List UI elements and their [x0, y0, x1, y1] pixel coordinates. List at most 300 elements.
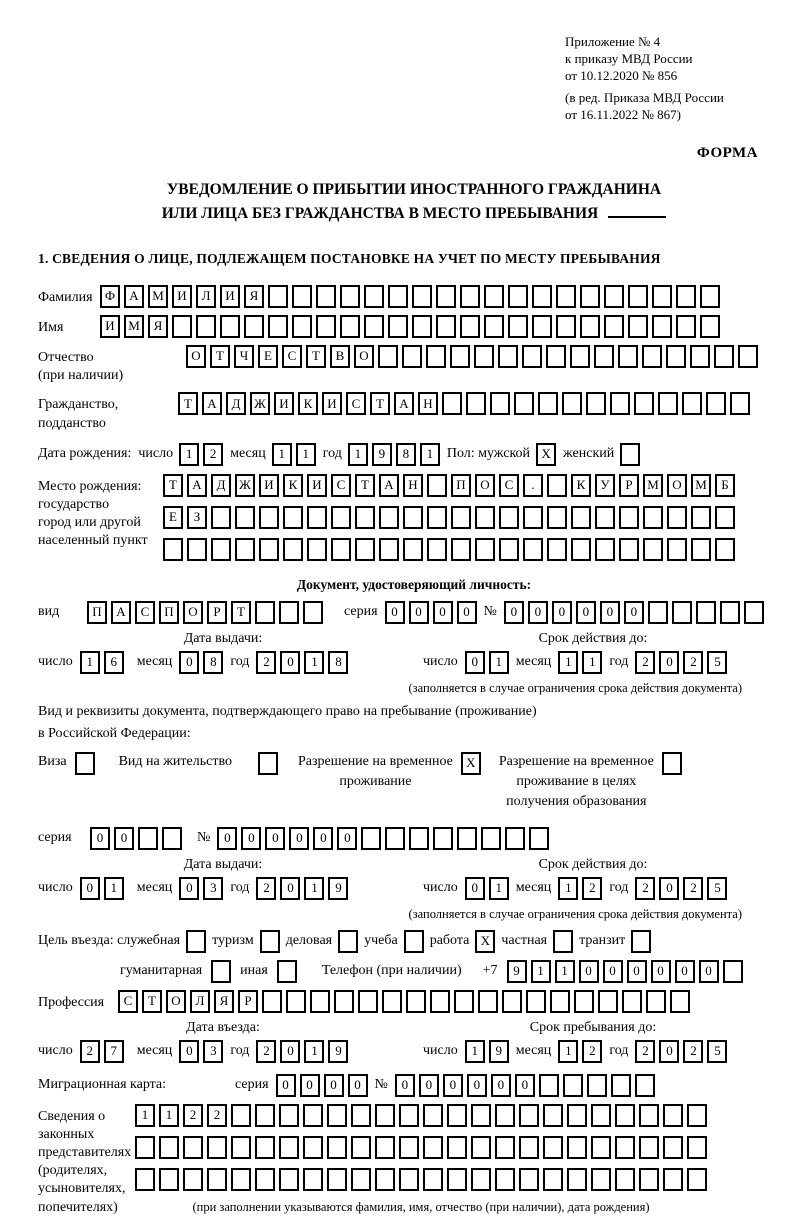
char-box[interactable]: Б: [715, 474, 735, 497]
char-box[interactable]: [303, 1104, 323, 1127]
char-box[interactable]: 0: [624, 601, 644, 624]
char-box[interactable]: [211, 538, 231, 561]
char-box[interactable]: [259, 506, 279, 529]
char-box[interactable]: [244, 315, 264, 338]
char-box[interactable]: [351, 1168, 371, 1191]
char-box[interactable]: [532, 315, 552, 338]
char-box[interactable]: 1: [558, 877, 578, 900]
char-box[interactable]: [450, 345, 470, 368]
char-box[interactable]: [433, 827, 453, 850]
char-box[interactable]: 0: [289, 827, 309, 850]
char-box[interactable]: [622, 990, 642, 1013]
char-box[interactable]: 0: [603, 960, 623, 983]
char-box[interactable]: Л: [196, 285, 216, 308]
char-box[interactable]: 1: [489, 877, 509, 900]
char-box[interactable]: [546, 345, 566, 368]
char-box[interactable]: [286, 990, 306, 1013]
char-box[interactable]: [427, 538, 447, 561]
char-box[interactable]: 0: [280, 877, 300, 900]
char-box[interactable]: 1: [135, 1104, 155, 1127]
char-box[interactable]: [666, 345, 686, 368]
char-box[interactable]: 0: [280, 651, 300, 674]
char-box[interactable]: [663, 1104, 683, 1127]
char-box[interactable]: 2: [256, 651, 276, 674]
char-box[interactable]: [580, 285, 600, 308]
char-box[interactable]: [499, 506, 519, 529]
char-box[interactable]: [451, 538, 471, 561]
char-box[interactable]: Т: [142, 990, 162, 1013]
char-box[interactable]: 0: [457, 601, 477, 624]
char-box[interactable]: [447, 1136, 467, 1159]
char-box[interactable]: 2: [683, 651, 703, 674]
char-box[interactable]: 5: [707, 1040, 727, 1063]
char-box[interactable]: П: [451, 474, 471, 497]
char-box[interactable]: [639, 1136, 659, 1159]
char-box[interactable]: [138, 827, 158, 850]
char-box[interactable]: 1: [558, 1040, 578, 1063]
char-box[interactable]: [423, 1168, 443, 1191]
char-box[interactable]: [277, 960, 297, 983]
char-box[interactable]: [635, 1074, 655, 1097]
char-box[interactable]: [744, 601, 764, 624]
char-box[interactable]: 0: [528, 601, 548, 624]
char-box[interactable]: [436, 285, 456, 308]
char-box[interactable]: [604, 315, 624, 338]
char-box[interactable]: 6: [104, 651, 124, 674]
char-box[interactable]: 1: [465, 1040, 485, 1063]
char-box[interactable]: 9: [328, 1040, 348, 1063]
char-box[interactable]: 0: [276, 1074, 296, 1097]
char-box[interactable]: 0: [395, 1074, 415, 1097]
char-box[interactable]: [639, 1168, 659, 1191]
char-box[interactable]: Т: [306, 345, 326, 368]
char-box[interactable]: [451, 506, 471, 529]
char-box[interactable]: 1: [80, 651, 100, 674]
char-box[interactable]: 9: [328, 877, 348, 900]
char-box[interactable]: [643, 538, 663, 561]
char-box[interactable]: [687, 1104, 707, 1127]
char-box[interactable]: 0: [217, 827, 237, 850]
char-box[interactable]: М: [691, 474, 711, 497]
char-box[interactable]: [574, 990, 594, 1013]
char-box[interactable]: 0: [675, 960, 695, 983]
char-box[interactable]: 0: [465, 651, 485, 674]
char-box[interactable]: [327, 1104, 347, 1127]
char-box[interactable]: [447, 1104, 467, 1127]
char-box[interactable]: [604, 285, 624, 308]
char-box[interactable]: [378, 345, 398, 368]
char-box[interactable]: М: [124, 315, 144, 338]
char-box[interactable]: [159, 1136, 179, 1159]
char-box[interactable]: [594, 345, 614, 368]
char-box[interactable]: 0: [179, 651, 199, 674]
char-box[interactable]: [406, 990, 426, 1013]
char-box[interactable]: [720, 601, 740, 624]
char-box[interactable]: [610, 392, 630, 415]
char-box[interactable]: [447, 1168, 467, 1191]
char-box[interactable]: [331, 538, 351, 561]
char-box[interactable]: И: [100, 315, 120, 338]
char-box[interactable]: [375, 1104, 395, 1127]
char-box[interactable]: 0: [241, 827, 261, 850]
char-box[interactable]: 0: [114, 827, 134, 850]
char-box[interactable]: [619, 538, 639, 561]
char-box[interactable]: [634, 392, 654, 415]
char-box[interactable]: Т: [370, 392, 390, 415]
char-box[interactable]: [490, 392, 510, 415]
char-box[interactable]: [495, 1136, 515, 1159]
char-box[interactable]: [615, 1104, 635, 1127]
char-box[interactable]: [691, 506, 711, 529]
char-box[interactable]: 2: [256, 877, 276, 900]
char-box[interactable]: [316, 285, 336, 308]
char-box[interactable]: [255, 601, 275, 624]
char-box[interactable]: З: [187, 506, 207, 529]
char-box[interactable]: Я: [214, 990, 234, 1013]
char-box[interactable]: 1: [348, 443, 368, 466]
char-box[interactable]: [646, 990, 666, 1013]
char-box[interactable]: 1: [179, 443, 199, 466]
char-box[interactable]: [231, 1136, 251, 1159]
char-box[interactable]: [259, 538, 279, 561]
char-box[interactable]: С: [499, 474, 519, 497]
char-box[interactable]: 0: [313, 827, 333, 850]
char-box[interactable]: 2: [582, 877, 602, 900]
char-box[interactable]: [547, 538, 567, 561]
char-box[interactable]: И: [307, 474, 327, 497]
char-box[interactable]: [696, 601, 716, 624]
char-box[interactable]: [523, 506, 543, 529]
char-box[interactable]: [567, 1168, 587, 1191]
char-box[interactable]: [187, 538, 207, 561]
char-box[interactable]: [231, 1168, 251, 1191]
char-box[interactable]: Д: [226, 392, 246, 415]
char-box[interactable]: [498, 345, 518, 368]
char-box[interactable]: М: [148, 285, 168, 308]
char-box[interactable]: А: [111, 601, 131, 624]
char-box[interactable]: [598, 990, 618, 1013]
char-box[interactable]: [523, 538, 543, 561]
char-box[interactable]: [667, 538, 687, 561]
char-box[interactable]: Т: [231, 601, 251, 624]
char-box[interactable]: [628, 315, 648, 338]
char-box[interactable]: [670, 990, 690, 1013]
char-box[interactable]: [700, 285, 720, 308]
char-box[interactable]: [388, 285, 408, 308]
char-box[interactable]: [262, 990, 282, 1013]
char-box[interactable]: [495, 1104, 515, 1127]
char-box[interactable]: 0: [90, 827, 110, 850]
char-box[interactable]: [427, 506, 447, 529]
char-box[interactable]: О: [667, 474, 687, 497]
char-box[interactable]: [460, 285, 480, 308]
char-box[interactable]: [279, 601, 299, 624]
char-box[interactable]: X: [475, 930, 495, 953]
char-box[interactable]: [643, 506, 663, 529]
char-box[interactable]: [375, 1168, 395, 1191]
char-box[interactable]: [403, 538, 423, 561]
char-box[interactable]: 0: [179, 877, 199, 900]
char-box[interactable]: [159, 1168, 179, 1191]
char-box[interactable]: 1: [555, 960, 575, 983]
char-box[interactable]: 2: [582, 1040, 602, 1063]
char-box[interactable]: [303, 1136, 323, 1159]
char-box[interactable]: [723, 960, 743, 983]
char-box[interactable]: 1: [558, 651, 578, 674]
char-box[interactable]: [460, 315, 480, 338]
char-box[interactable]: Д: [211, 474, 231, 497]
char-box[interactable]: 0: [433, 601, 453, 624]
char-box[interactable]: 0: [385, 601, 405, 624]
char-box[interactable]: [211, 960, 231, 983]
char-box[interactable]: [292, 285, 312, 308]
char-box[interactable]: С: [331, 474, 351, 497]
char-box[interactable]: [687, 1136, 707, 1159]
char-box[interactable]: [519, 1104, 539, 1127]
char-box[interactable]: [235, 506, 255, 529]
char-box[interactable]: [658, 392, 678, 415]
char-box[interactable]: К: [283, 474, 303, 497]
char-box[interactable]: [399, 1104, 419, 1127]
char-box[interactable]: 0: [467, 1074, 487, 1097]
char-box[interactable]: [163, 538, 183, 561]
char-box[interactable]: [714, 345, 734, 368]
char-box[interactable]: [543, 1104, 563, 1127]
char-box[interactable]: [183, 1168, 203, 1191]
char-box[interactable]: Я: [148, 315, 168, 338]
char-box[interactable]: О: [475, 474, 495, 497]
char-box[interactable]: 1: [531, 960, 551, 983]
char-box[interactable]: [663, 1168, 683, 1191]
char-box[interactable]: [547, 506, 567, 529]
char-box[interactable]: [639, 1104, 659, 1127]
char-box[interactable]: [484, 285, 504, 308]
char-box[interactable]: [532, 285, 552, 308]
char-box[interactable]: 0: [659, 1040, 679, 1063]
char-box[interactable]: 0: [576, 601, 596, 624]
char-box[interactable]: 8: [328, 651, 348, 674]
char-box[interactable]: М: [643, 474, 663, 497]
char-box[interactable]: 2: [80, 1040, 100, 1063]
char-box[interactable]: [316, 315, 336, 338]
char-box[interactable]: И: [274, 392, 294, 415]
char-box[interactable]: [211, 506, 231, 529]
char-box[interactable]: 1: [296, 443, 316, 466]
char-box[interactable]: X: [536, 443, 556, 466]
char-box[interactable]: [522, 345, 542, 368]
char-box[interactable]: А: [187, 474, 207, 497]
char-box[interactable]: 0: [627, 960, 647, 983]
char-box[interactable]: 9: [507, 960, 527, 983]
char-box[interactable]: И: [322, 392, 342, 415]
char-box[interactable]: 0: [515, 1074, 535, 1097]
char-box[interactable]: 0: [409, 601, 429, 624]
char-box[interactable]: 2: [635, 651, 655, 674]
char-box[interactable]: [135, 1168, 155, 1191]
char-box[interactable]: 0: [280, 1040, 300, 1063]
char-box[interactable]: [556, 285, 576, 308]
char-box[interactable]: 0: [348, 1074, 368, 1097]
char-box[interactable]: [615, 1136, 635, 1159]
char-box[interactable]: X: [461, 752, 481, 775]
char-box[interactable]: Ж: [250, 392, 270, 415]
char-box[interactable]: [529, 827, 549, 850]
char-box[interactable]: [235, 538, 255, 561]
char-box[interactable]: [466, 392, 486, 415]
char-box[interactable]: Р: [207, 601, 227, 624]
char-box[interactable]: Т: [178, 392, 198, 415]
char-box[interactable]: [375, 1136, 395, 1159]
char-box[interactable]: 0: [465, 877, 485, 900]
char-box[interactable]: [667, 506, 687, 529]
char-box[interactable]: [358, 990, 378, 1013]
char-box[interactable]: 0: [579, 960, 599, 983]
char-box[interactable]: [404, 930, 424, 953]
char-box[interactable]: 0: [659, 651, 679, 674]
char-box[interactable]: [652, 285, 672, 308]
char-box[interactable]: [471, 1168, 491, 1191]
char-box[interactable]: Т: [210, 345, 230, 368]
char-box[interactable]: [690, 345, 710, 368]
char-box[interactable]: А: [394, 392, 414, 415]
char-box[interactable]: [508, 315, 528, 338]
char-box[interactable]: [471, 1136, 491, 1159]
char-box[interactable]: [543, 1168, 563, 1191]
char-box[interactable]: [642, 345, 662, 368]
char-box[interactable]: 0: [443, 1074, 463, 1097]
char-box[interactable]: [715, 538, 735, 561]
char-box[interactable]: [207, 1168, 227, 1191]
char-box[interactable]: 1: [272, 443, 292, 466]
char-box[interactable]: [423, 1104, 443, 1127]
char-box[interactable]: [351, 1104, 371, 1127]
char-box[interactable]: О: [183, 601, 203, 624]
char-box[interactable]: [738, 345, 758, 368]
char-box[interactable]: 0: [651, 960, 671, 983]
char-box[interactable]: [255, 1168, 275, 1191]
char-box[interactable]: [478, 990, 498, 1013]
char-box[interactable]: 1: [104, 877, 124, 900]
char-box[interactable]: 2: [256, 1040, 276, 1063]
char-box[interactable]: [620, 443, 640, 466]
char-box[interactable]: 5: [707, 877, 727, 900]
char-box[interactable]: 0: [265, 827, 285, 850]
char-box[interactable]: [436, 315, 456, 338]
char-box[interactable]: С: [282, 345, 302, 368]
char-box[interactable]: [364, 315, 384, 338]
char-box[interactable]: О: [166, 990, 186, 1013]
char-box[interactable]: [382, 990, 402, 1013]
char-box[interactable]: [475, 538, 495, 561]
char-box[interactable]: [379, 506, 399, 529]
char-box[interactable]: [303, 1168, 323, 1191]
char-box[interactable]: [567, 1136, 587, 1159]
char-box[interactable]: [361, 827, 381, 850]
char-box[interactable]: 2: [183, 1104, 203, 1127]
char-box[interactable]: В: [330, 345, 350, 368]
char-box[interactable]: [618, 345, 638, 368]
char-box[interactable]: [502, 990, 522, 1013]
char-box[interactable]: 2: [635, 1040, 655, 1063]
char-box[interactable]: [364, 285, 384, 308]
char-box[interactable]: У: [595, 474, 615, 497]
char-box[interactable]: Я: [244, 285, 264, 308]
char-box[interactable]: [162, 827, 182, 850]
char-box[interactable]: Р: [238, 990, 258, 1013]
char-box[interactable]: П: [159, 601, 179, 624]
char-box[interactable]: [283, 506, 303, 529]
char-box[interactable]: [570, 345, 590, 368]
char-box[interactable]: [310, 990, 330, 1013]
char-box[interactable]: 3: [203, 1040, 223, 1063]
char-box[interactable]: [652, 315, 672, 338]
char-box[interactable]: [412, 315, 432, 338]
char-box[interactable]: [412, 285, 432, 308]
char-box[interactable]: 0: [659, 877, 679, 900]
char-box[interactable]: [562, 392, 582, 415]
char-box[interactable]: [303, 601, 323, 624]
char-box[interactable]: [260, 930, 280, 953]
char-box[interactable]: [550, 990, 570, 1013]
char-box[interactable]: 0: [179, 1040, 199, 1063]
char-box[interactable]: Ч: [234, 345, 254, 368]
char-box[interactable]: [663, 1136, 683, 1159]
char-box[interactable]: Т: [163, 474, 183, 497]
char-box[interactable]: [700, 315, 720, 338]
char-box[interactable]: [258, 752, 278, 775]
char-box[interactable]: 8: [203, 651, 223, 674]
char-box[interactable]: [379, 538, 399, 561]
char-box[interactable]: [514, 392, 534, 415]
char-box[interactable]: [426, 345, 446, 368]
char-box[interactable]: 1: [582, 651, 602, 674]
char-box[interactable]: [220, 315, 240, 338]
char-box[interactable]: О: [186, 345, 206, 368]
char-box[interactable]: [543, 1136, 563, 1159]
char-box[interactable]: [402, 345, 422, 368]
char-box[interactable]: [553, 930, 573, 953]
char-box[interactable]: [334, 990, 354, 1013]
char-box[interactable]: И: [259, 474, 279, 497]
char-box[interactable]: 9: [489, 1040, 509, 1063]
char-box[interactable]: [706, 392, 726, 415]
char-box[interactable]: [340, 315, 360, 338]
char-box[interactable]: [327, 1136, 347, 1159]
char-box[interactable]: [586, 392, 606, 415]
char-box[interactable]: [430, 990, 450, 1013]
char-box[interactable]: 0: [337, 827, 357, 850]
char-box[interactable]: [292, 315, 312, 338]
char-box[interactable]: [399, 1168, 419, 1191]
char-box[interactable]: [474, 345, 494, 368]
char-box[interactable]: Т: [355, 474, 375, 497]
char-box[interactable]: Р: [619, 474, 639, 497]
char-box[interactable]: Ж: [235, 474, 255, 497]
char-box[interactable]: [526, 990, 546, 1013]
char-box[interactable]: [351, 1136, 371, 1159]
char-box[interactable]: [307, 506, 327, 529]
char-box[interactable]: [207, 1136, 227, 1159]
char-box[interactable]: [279, 1168, 299, 1191]
char-box[interactable]: 0: [491, 1074, 511, 1097]
char-box[interactable]: [399, 1136, 419, 1159]
char-box[interactable]: А: [379, 474, 399, 497]
char-box[interactable]: [676, 315, 696, 338]
char-box[interactable]: [255, 1136, 275, 1159]
char-box[interactable]: [631, 930, 651, 953]
char-box[interactable]: Л: [190, 990, 210, 1013]
char-box[interactable]: [538, 392, 558, 415]
